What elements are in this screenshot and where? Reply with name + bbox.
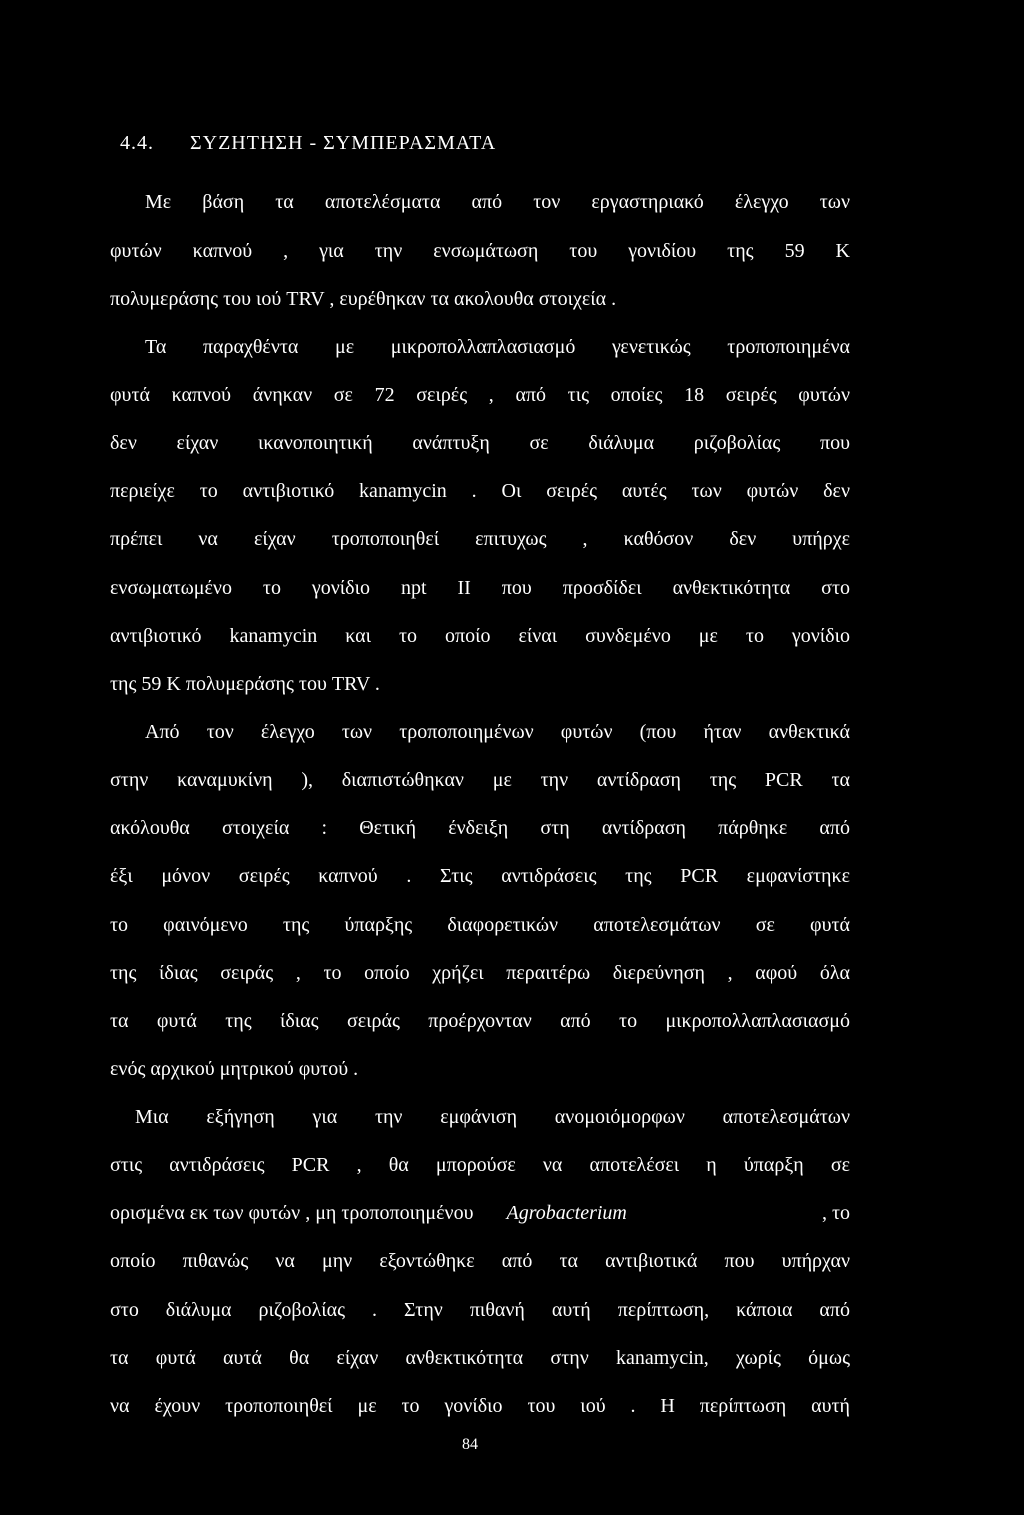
italic-term: Agrobacterium	[506, 1202, 627, 1224]
text-line: τα φυτά της ίδιας σειράς προέρχονταν από το μικροπολλαπλασιασμό	[110, 1010, 850, 1032]
text-line: πρέπει να είχαν τροποποιηθεί επιτυχως , καθόσον δεν υπήρχε	[110, 528, 850, 550]
text-line: τα φυτά αυτά θα είχαν ανθεκτικότητα στην kanamycin, χωρίς όμως	[110, 1347, 850, 1369]
text-segment: ορισμένα εκ των φυτών , μη τροποποιημένου	[110, 1202, 474, 1224]
text-line: στην καναμυκίνη ), διαπιστώθηκαν με την αντίδραση της PCR τα	[110, 769, 850, 791]
text-line: φυτών καπνού , για την ενσωμάτωση του γονιδίου της 59 Κ	[110, 240, 850, 262]
text-line: Μια εξήγηση για την εμφάνιση ανομοιόμορφων αποτελεσμάτων	[135, 1106, 850, 1128]
section-number: 4.4.	[120, 132, 154, 154]
text-line: στο διάλυμα ριζοβολίας . Στην πιθανή αυτή περίπτωση, κάποια από	[110, 1299, 850, 1321]
text-line: στις αντιδράσεις PCR , θα μπορούσε να αποτελέσει η ύπαρξη σε	[110, 1154, 850, 1176]
text-line: Με βάση τα αποτελέσματα από τον εργαστηριακό έλεγχο των	[145, 191, 850, 213]
text-line: περιείχε το αντιβιοτικό kanamycin . Οι σειρές αυτές των φυτών δεν	[110, 480, 850, 502]
text-line: πολυμεράσης του ιού TRV , ευρέθηκαν τα ακολουθα στοιχεία .	[110, 288, 617, 310]
section-title: ΣΥΖΗΤΗΣΗ - ΣΥΜΠΕΡΑΣΜΑΤΑ	[190, 132, 497, 154]
text-line: αντιβιοτικό kanamycin και το οποίο είναι συνδεμένο με το γονίδιο	[110, 625, 850, 647]
page-number: 84	[462, 1436, 478, 1453]
text-line: της ίδιας σειράς , το οποίο χρήζει περαιτέρω διερεύνηση , αφού όλα	[110, 962, 850, 984]
text-line: ενός αρχικού μητρικού φυτού .	[110, 1058, 359, 1080]
text-line: ενσωματωμένο το γονίδιο npt II που προσδίδει ανθεκτικότητα στο	[110, 577, 850, 599]
text-line: φυτά καπνού άνηκαν σε 72 σειρές , από τις οποίες 18 σειρές φυτών	[110, 384, 850, 406]
text-line: έξι μόνον σειρές καπνού . Στις αντιδράσεις της PCR εμφανίστηκε	[110, 865, 850, 887]
text-line: οποίο πιθανώς να μην εξοντώθηκε από τα αντιβιοτικά που υπήρχαν	[110, 1250, 850, 1272]
text-line: Τα παραχθέντα με μικροπολλαπλασιασμό γενετικώς τροποποιημένα	[145, 336, 850, 358]
text-line: δεν είχαν ικανοποιητική ανάπτυξη σε διάλυμα ριζοβολίας που	[110, 432, 850, 454]
section-heading	[120, 128, 496, 158]
text-line: να έχουν τροποποιηθεί με το γονίδιο του ιού . Η περίπτωση αυτή	[110, 1395, 850, 1417]
text-line: ακόλουθα στοιχεία : Θετική ένδειξη στη αντίδραση πάρθηκε από	[110, 817, 850, 839]
text-line: το φαινόμενο της ύπαρξης διαφορετικών αποτελεσμάτων σε φυτά	[110, 914, 850, 936]
text-line: της 59 Κ πολυμεράσης του TRV .	[110, 673, 380, 695]
text-line: Από τον έλεγχο των τροποποιημένων φυτών (που ήταν ανθεκτικά	[145, 721, 850, 743]
text-segment: , το	[821, 1202, 850, 1224]
text-line-mixed	[110, 1198, 850, 1228]
